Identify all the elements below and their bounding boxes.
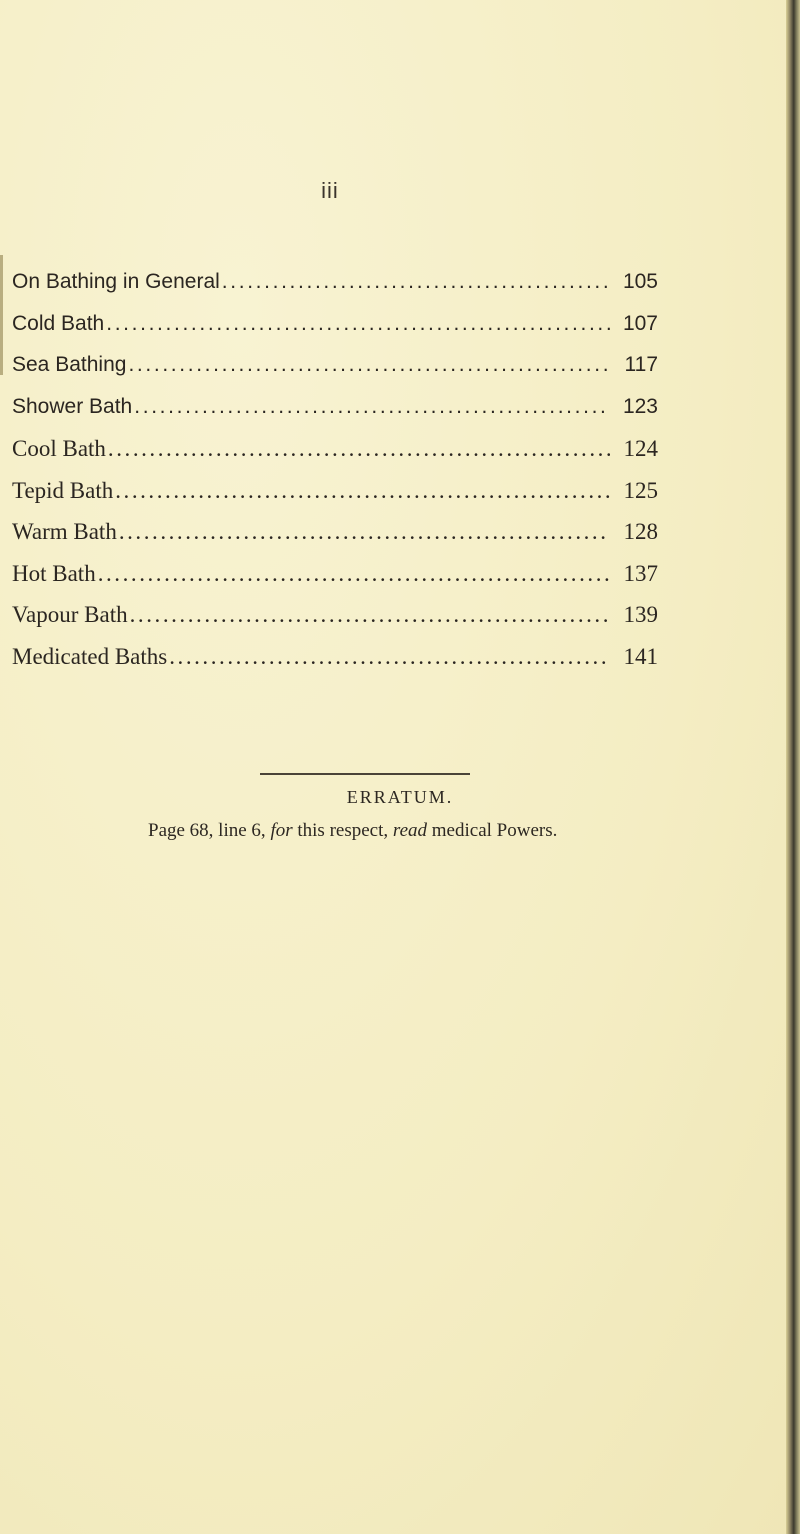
toc-entry-page: 137 bbox=[623, 560, 658, 586]
toc-entry-title: Cool Bath bbox=[12, 436, 106, 461]
toc-entry-title: Vapour Bath bbox=[12, 602, 128, 627]
dot-leader bbox=[130, 602, 610, 628]
toc-entry-page: 123 bbox=[622, 394, 658, 418]
erratum-suffix: medical Powers. bbox=[431, 820, 558, 841]
toc-entry bbox=[12, 519, 658, 561]
toc-entry-title: Warm Bath bbox=[12, 519, 117, 544]
toc-entry-title: On Bathing in General bbox=[12, 270, 220, 293]
toc-entry bbox=[12, 270, 658, 312]
toc-entry-page: 105 bbox=[622, 270, 658, 293]
toc-entry bbox=[12, 395, 658, 437]
erratum-title: ERRATUM. bbox=[346, 787, 454, 807]
toc-entry bbox=[12, 602, 658, 644]
toc-entry-title: Hot Bath bbox=[12, 560, 96, 586]
dot-leader bbox=[119, 519, 610, 545]
page-folio: iii bbox=[321, 178, 339, 203]
page-edge bbox=[786, 0, 800, 1534]
erratum-read: read bbox=[392, 820, 428, 841]
toc-entry-page: 141 bbox=[623, 643, 658, 669]
toc-entry bbox=[12, 478, 658, 520]
toc-entry bbox=[12, 312, 658, 354]
dot-leader bbox=[134, 395, 610, 419]
toc-entry bbox=[12, 353, 658, 395]
dot-leader bbox=[222, 270, 610, 294]
toc-entry-title: Sea Bathing bbox=[12, 353, 127, 376]
toc-entry bbox=[12, 436, 658, 478]
toc-entry-page: 128 bbox=[623, 519, 658, 544]
toc-entry-page: 107 bbox=[622, 311, 658, 335]
toc-entry-title: Medicated Baths bbox=[12, 643, 168, 669]
dot-leader bbox=[106, 312, 610, 336]
dot-leader bbox=[128, 353, 610, 377]
dot-leader bbox=[169, 644, 610, 670]
toc-entry-page: 125 bbox=[623, 477, 658, 503]
table-of-contents bbox=[12, 270, 658, 685]
toc-entry bbox=[12, 644, 658, 686]
toc-entry-title: Cold Bath bbox=[12, 311, 105, 335]
erratum-for: for bbox=[270, 820, 293, 841]
toc-entry-page: 117 bbox=[624, 353, 658, 376]
section-divider bbox=[260, 773, 470, 775]
toc-entry-page: 124 bbox=[623, 436, 658, 461]
margin-rule bbox=[0, 255, 3, 375]
dot-leader bbox=[115, 478, 610, 504]
toc-entry bbox=[12, 561, 658, 603]
erratum-middle: this respect, bbox=[297, 820, 389, 841]
toc-entry-title: Tepid Bath bbox=[12, 477, 114, 503]
toc-entry-page: 139 bbox=[623, 602, 658, 627]
dot-leader bbox=[108, 436, 610, 462]
toc-entry-title: Shower Bath bbox=[12, 394, 133, 418]
erratum-text bbox=[148, 820, 788, 842]
erratum-prefix: Page 68, line 6, bbox=[148, 820, 266, 841]
dot-leader bbox=[98, 561, 610, 587]
